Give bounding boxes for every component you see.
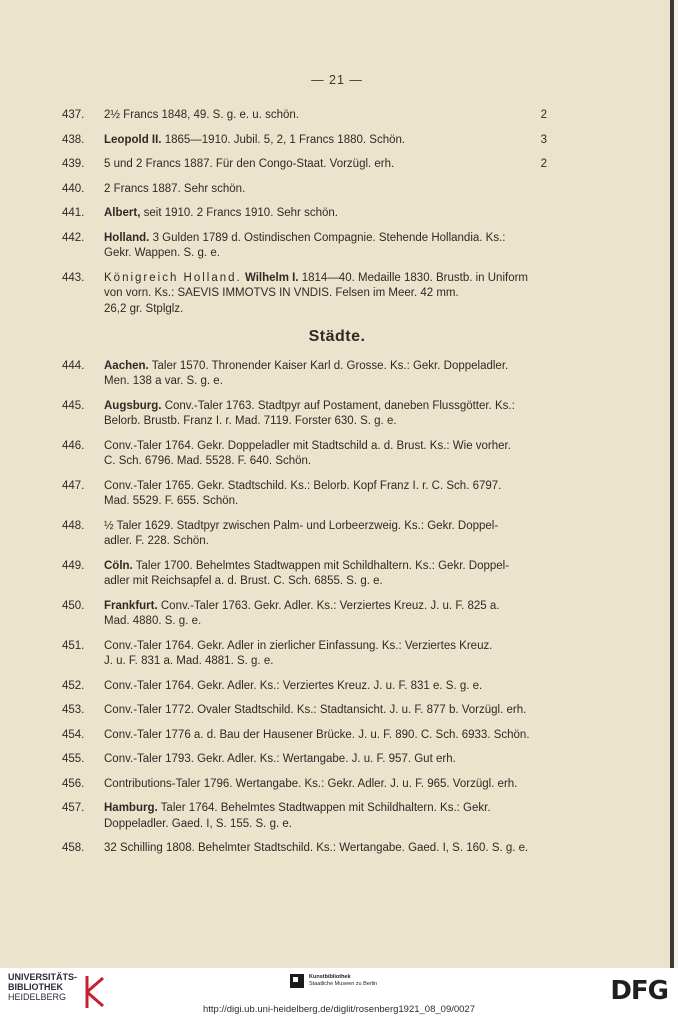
entry-place-name: Aachen. bbox=[104, 359, 149, 372]
dfg-logo[interactable]: DFG bbox=[610, 976, 668, 1006]
catalog-entry-444 bbox=[0, 359, 674, 390]
entry-number: 458. bbox=[62, 842, 85, 854]
catalog-entry-446 bbox=[0, 439, 674, 470]
entry-text: Taler 1700. Behelmtes Stadtwappen mit Schildhaltern. Ks.: Gekr. Doppel- bbox=[135, 559, 510, 572]
entry-number: 451. bbox=[62, 639, 85, 652]
catalog-entry-440 bbox=[0, 182, 674, 198]
entry-line: adler. F. 228. Schön. bbox=[104, 535, 209, 547]
catalog-entry-438 bbox=[0, 133, 674, 149]
entry-line bbox=[104, 271, 548, 287]
section-title: Städte. bbox=[308, 328, 366, 345]
entry-number: 439. bbox=[62, 158, 85, 170]
entry-price: 3 bbox=[540, 133, 547, 146]
catalog-entry-455 bbox=[0, 752, 674, 768]
entry-number: 452. bbox=[62, 679, 85, 692]
entry-line bbox=[104, 399, 548, 415]
entry-text: Taler 1570. Thronender Kaiser Karl d. Grosse. Ks.: Gekr. Doppeladler. bbox=[151, 359, 509, 372]
entry-line: Contributions-Taler 1796. Wertangabe. Ks.: Gekr. Adler. J. u. F. 965. Vorzügl. erh. bbox=[104, 777, 518, 790]
entry-line bbox=[104, 559, 548, 575]
entry-number: 445. bbox=[62, 399, 85, 412]
catalog-entry-442 bbox=[0, 231, 674, 262]
catalog-entry-451 bbox=[0, 639, 674, 670]
entry-number: 444. bbox=[62, 359, 85, 372]
catalog-entry-456 bbox=[0, 777, 674, 793]
catalog-entry-457 bbox=[0, 801, 674, 832]
ub-logo-line1: UNIVERSITÄTS- bbox=[8, 972, 78, 982]
entry-line: von vorn. Ks.: SAEVIS IMMOTVS IN VNDIS. Felsen im Meer. 42 mm. bbox=[104, 287, 459, 299]
entry-line: Doppeladler. Gaed. I, S. 155. S. g. e. bbox=[104, 817, 292, 830]
entries-group-staedte bbox=[0, 359, 674, 857]
footer-bar bbox=[0, 968, 678, 1016]
kunstbibliothek-title: Kunstbibliothek bbox=[309, 974, 351, 980]
entry-text: Conv.-Taler 1763. Stadtpyr auf Postament, daneben Flussgötter. Ks.: bbox=[164, 399, 515, 412]
entry-line: Belorb. Brustb. Franz I. r. Mad. 7119. Forster 630. S. g. e. bbox=[104, 415, 397, 427]
entry-number: 454. bbox=[62, 728, 85, 741]
entry-number: 448. bbox=[62, 519, 85, 532]
entry-line: Conv.-Taler 1772. Ovaler Stadtschild. Ks.: Stadtansicht. J. u. F. 877 b. Vorzügl. erh. bbox=[104, 704, 527, 716]
entry-line: Conv.-Taler 1764. Gekr. Adler. Ks.: Verziertes Kreuz. J. u. F. 831 e. S. g. e. bbox=[104, 679, 483, 692]
entry-line: 5 und 2 Francs 1887. Für den Congo-Staat. Vorzügl. erh. bbox=[104, 158, 395, 170]
entry-line: C. Sch. 6796. Mad. 5528. F. 640. Schön. bbox=[104, 455, 312, 467]
catalog-entry-439 bbox=[0, 157, 674, 173]
entry-line: Conv.-Taler 1764. Gekr. Doppeladler mit Stadtschild a. d. Brust. Ks.: Wie vorher. bbox=[104, 439, 511, 452]
entry-number: 447. bbox=[62, 479, 85, 492]
kunstbibliothek-square-icon bbox=[290, 974, 304, 988]
catalog-entries bbox=[0, 108, 674, 866]
entry-number: 453. bbox=[62, 704, 85, 716]
ub-logo-text bbox=[8, 972, 77, 1002]
entry-country: Königreich Holland. bbox=[104, 271, 242, 284]
entry-text: seit 1910. 2 Francs 1910. Sehr schön. bbox=[143, 207, 338, 219]
entry-number: 449. bbox=[62, 559, 85, 572]
entry-line: ½ Taler 1629. Stadtpyr zwischen Palm- und Lorbeerzweig. Ks.: Gekr. Doppel- bbox=[104, 519, 499, 532]
entry-number: 457. bbox=[62, 802, 85, 814]
catalog-entry-450 bbox=[0, 599, 674, 630]
catalog-entry-437 bbox=[0, 108, 674, 124]
entry-place-name: Augsburg. bbox=[104, 399, 162, 412]
catalog-entry-449 bbox=[0, 559, 674, 590]
entry-line: J. u. F. 831 a. Mad. 4881. S. g. e. bbox=[104, 655, 274, 667]
entry-number: 446. bbox=[62, 439, 85, 452]
kunstbibliothek-logo[interactable] bbox=[290, 974, 377, 988]
entry-line: Conv.-Taler 1776 a. d. Bau der Hausener Brücke. J. u. F. 890. C. Sch. 6933. Schön. bbox=[104, 728, 530, 741]
catalog-entry-445 bbox=[0, 399, 674, 430]
entry-ruler: Wilhelm I. bbox=[244, 271, 299, 284]
entry-number: 455. bbox=[62, 753, 85, 765]
permalink-url[interactable]: http://digi.ub.uni-heidelberg.de/diglit/rosenberg1921_08_09/0027 bbox=[202, 1004, 476, 1015]
entry-number: 443. bbox=[62, 271, 85, 284]
entry-line: Gekr. Wappen. S. g. e. bbox=[104, 247, 220, 259]
entry-line: 32 Schilling 1808. Behelmter Stadtschild. Ks.: Wertangabe. Gaed. I, S. 160. S. g. e. bbox=[104, 842, 529, 854]
entry-line bbox=[104, 231, 548, 247]
entry-place-name: Hamburg. bbox=[104, 802, 158, 814]
catalog-entry-447 bbox=[0, 479, 674, 510]
entry-line bbox=[104, 801, 548, 817]
entry-line bbox=[104, 599, 548, 615]
catalog-entry-452 bbox=[0, 679, 674, 695]
catalog-entry-458 bbox=[0, 841, 674, 857]
entry-line bbox=[104, 133, 548, 149]
entry-line: Men. 138 a var. S. g. e. bbox=[104, 375, 223, 387]
entry-number: 456. bbox=[62, 777, 85, 790]
entry-number: 441. bbox=[62, 207, 85, 219]
entry-line: 2½ Francs 1848, 49. S. g. e. u. schön. bbox=[104, 109, 299, 121]
catalog-entry-441 bbox=[0, 206, 674, 222]
entry-line: Conv.-Taler 1764. Gekr. Adler in zierlicher Einfassung. Ks.: Verziertes Kreuz. bbox=[104, 639, 493, 652]
entry-line: Conv.-Taler 1793. Gekr. Adler. Ks.: Wertangabe. J. u. F. 957. Gut erh. bbox=[104, 753, 456, 765]
catalog-entry-454 bbox=[0, 728, 674, 744]
entry-place-name: Holland. bbox=[104, 231, 150, 244]
page-number: — 21 — bbox=[311, 73, 363, 87]
entry-number: 437. bbox=[62, 109, 85, 121]
entry-number: 442. bbox=[62, 231, 85, 244]
kunstbibliothek-subtitle: Staatliche Museen zu Berlin bbox=[309, 981, 378, 987]
kunstbibliothek-text bbox=[309, 974, 377, 988]
entry-price: 2 bbox=[540, 158, 547, 170]
entry-place-name: Frankfurt. bbox=[104, 599, 158, 612]
entry-place-name: Albert, bbox=[104, 207, 141, 219]
entry-line: Conv.-Taler 1765. Gekr. Stadtschild. Ks.: Belorb. Kopf Franz I. r. C. Sch. 6797. bbox=[104, 479, 502, 492]
entry-line: 26,2 gr. Stplglz. bbox=[104, 302, 184, 315]
entry-text: 1814—40. Medaille 1830. Brustb. in Uniform bbox=[301, 271, 529, 284]
entries-group-belgium-holland bbox=[0, 108, 674, 262]
entry-line: adler mit Reichsapfel a. d. Brust. C. Sch. 6855. S. g. e. bbox=[104, 575, 383, 587]
entry-number: 440. bbox=[62, 182, 85, 195]
entry-line: 2 Francs 1887. Sehr schön. bbox=[104, 182, 246, 195]
entry-text: Taler 1764. Behelmtes Stadtwappen mit Schildhaltern. Ks.: Gekr. bbox=[160, 802, 491, 814]
ub-logo-line2: BIBLIOTHEK bbox=[8, 982, 63, 992]
catalog-entry-453 bbox=[0, 703, 674, 719]
entry-place-name: Leopold II. bbox=[104, 133, 162, 146]
entry-text: 3 Gulden 1789 d. Ostindischen Compagnie. Stehende Hollandia. Ks.: bbox=[152, 231, 506, 244]
ub-logo-line3: HEIDELBERG bbox=[8, 992, 67, 1002]
entry-number: 450. bbox=[62, 599, 85, 612]
entry-line: Mad. 4880. S. g. e. bbox=[104, 615, 202, 627]
entry-number: 438. bbox=[62, 133, 85, 146]
entry-text: 1865—1910. Jubil. 5, 2, 1 Francs 1880. Schön. bbox=[164, 133, 406, 146]
entry-line bbox=[104, 359, 548, 375]
catalog-entry-448 bbox=[0, 519, 674, 550]
entry-price: 2 bbox=[540, 109, 547, 121]
entry-line bbox=[104, 206, 548, 222]
catalog-entry-443 bbox=[0, 271, 674, 318]
entry-line: Mad. 5529. F. 655. Schön. bbox=[104, 495, 239, 507]
entry-text: Conv.-Taler 1763. Gekr. Adler. Ks.: Verziertes Kreuz. J. u. F. 825 a. bbox=[160, 599, 500, 612]
entry-place-name: Cöln. bbox=[104, 559, 133, 572]
